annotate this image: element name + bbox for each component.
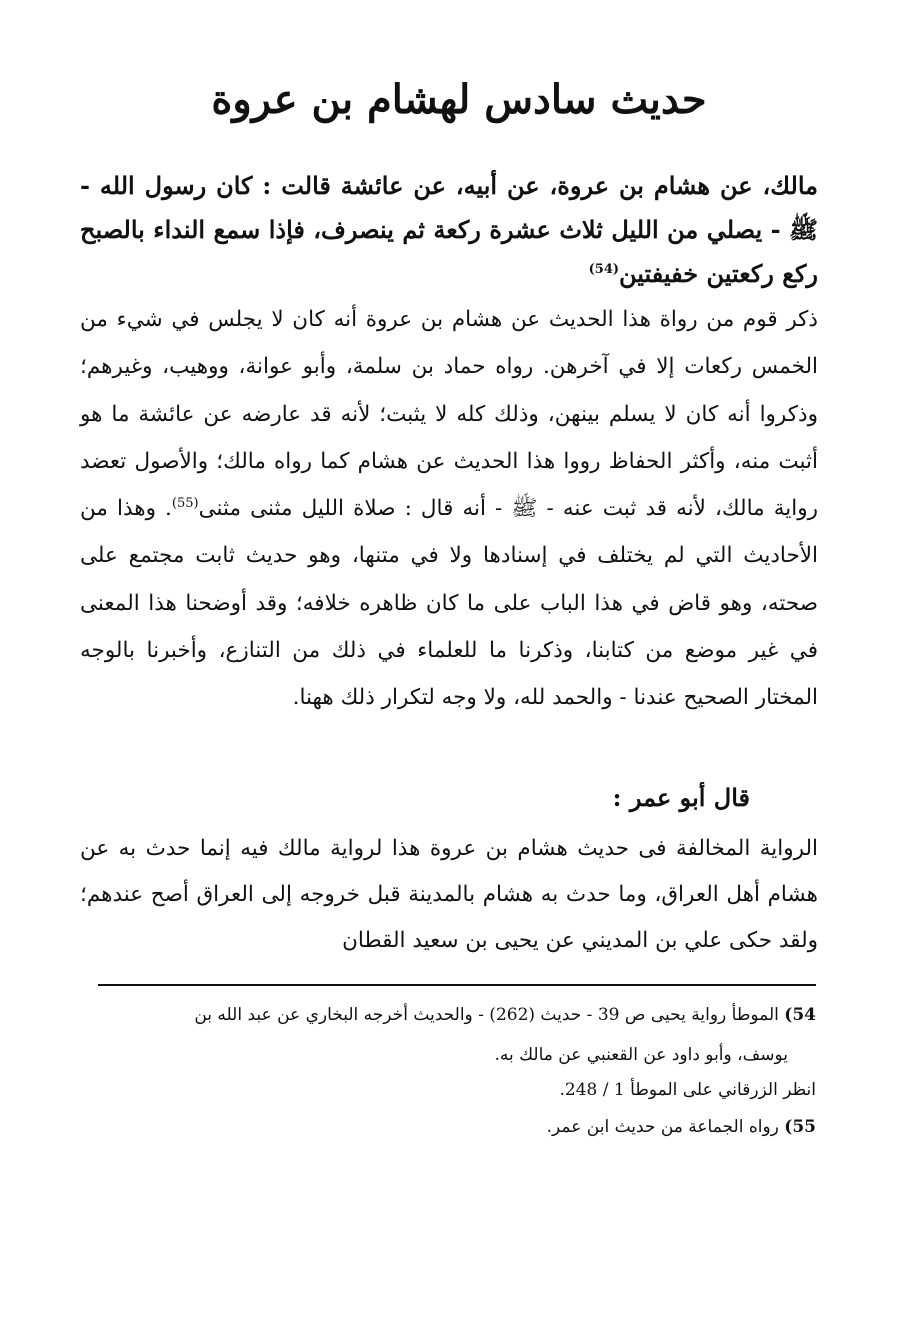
footnote-54-continuation: يوسف، وأبو داود عن القعنبي عن مالك به. bbox=[494, 1045, 788, 1065]
second-paragraph: الرواية المخالفة فى حديث هشام بن عروة هذا لرواية مالك فيه إنما حدث به عن هشام أهل العراق، وما حدث به هشام بالمدينة قبل خروجه إلى العراق أصح عندهم؛ ولقد حكى علي بن المديني عن يحيى بن سعيد القطان bbox=[80, 836, 818, 953]
hadith-body: مالك، عن هشام بن عروة، عن أبيه، عن عائشة قالت : كان رسول الله - ﷺ - يصلي من الليل ثلاث عشرة ركعة ثم ينصرف، فإذا سمع النداء بالصبح ركع ركعتين خفيفتين bbox=[80, 171, 818, 288]
commentary-paragraph bbox=[80, 296, 818, 722]
section-subheading: قال أبو عمر : bbox=[612, 783, 750, 812]
commentary-part-2: . وهذا من الأحاديث التي لم يختلف في إسنادها ولا في متنها، وهو حديث ثابت مجتمع على صحته، وهو قاض في هذا الباب على ما كان ظاهره خلافه؛ وقد أوضحنا هذا المعنى في غير موضع من كتابنا، وذكرنا ما للعلماء في ذلك من التنازع، وأخبرنا بالوجه المختار الصحيح عندنا - والحمد لله، ولا وجه لتكرار ذلك ههنا. bbox=[80, 496, 818, 711]
footnote-ref-54[interactable]: (54) bbox=[588, 262, 620, 277]
footnote-number: 55) bbox=[784, 1117, 816, 1137]
footnote-text: رواه الجماعة من حديث ابن عمر. bbox=[546, 1117, 779, 1137]
footnote-text: الموطأ رواية يحيى ص 39 - حديث (262) - والحديث أخرجه البخاري عن عبد الله بن bbox=[194, 1005, 779, 1025]
hadith-text bbox=[80, 164, 818, 296]
footnote-55 bbox=[98, 1112, 816, 1142]
footnote-54-reference: انظر الزرقاني على الموطأ 1 / 248. bbox=[559, 1080, 816, 1100]
footnote-54 bbox=[98, 1000, 816, 1030]
footnote-number: 54) bbox=[784, 1005, 816, 1025]
footnote-ref-55[interactable]: (55) bbox=[171, 496, 199, 512]
commentary-part-1: ذكر قوم من رواة هذا الحديث عن هشام بن عروة أنه كان لا يجلس في شيء من الخمس ركعات إلا في آخرهن. رواه حماد بن سلمة، وأبو عوانة، ووهيب، وغيرهم؛ وذكروا أنه كان لا يسلم بينهن، وذلك كله لا يثبت؛ لأنه قد عارضه عن عائشة ما هو أثبت منه، وأكثر الحفاظ رووا هذا الحديث عن هشام كما رواه مالك؛ والأصول تعضد رواية مالك، لأنه قد ثبت عنه - ﷺ - أنه قال : صلاة الليل مثنى مثنى bbox=[80, 307, 818, 522]
page-title: حديث سادس لهشام بن عروة bbox=[211, 76, 707, 123]
footnote-divider bbox=[98, 984, 816, 986]
